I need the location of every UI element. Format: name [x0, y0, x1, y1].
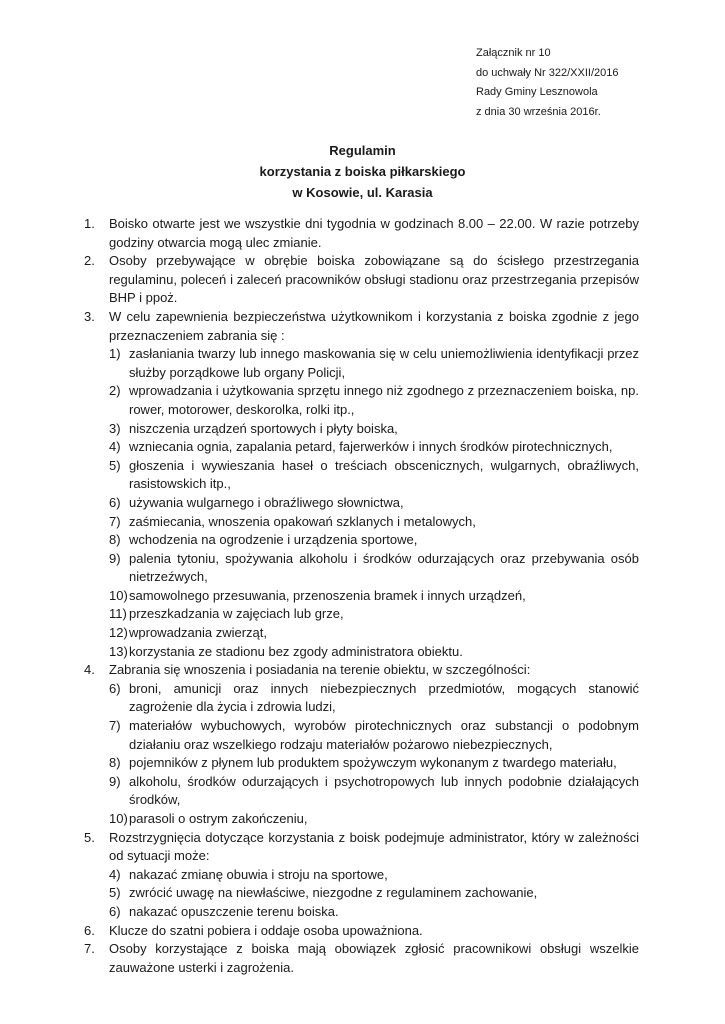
sub-item-number: 9) [109, 773, 121, 789]
sub-item [109, 680, 639, 717]
sub-item [109, 587, 639, 606]
sub-item-number: 8) [109, 755, 121, 771]
sub-item [109, 494, 639, 513]
sub-item-number: 8) [109, 532, 121, 548]
regulation-item [84, 922, 639, 941]
title-line: korzystania z boiska piłkarskiego [259, 164, 466, 179]
attachment-note [476, 44, 618, 122]
item-text: W celu zapewnienia bezpieczeństwa użytkownikom i korzystania z boiska zgodnie z jego przeznaczeniem zabrania się : [109, 308, 639, 343]
sub-item-number: 10) [109, 811, 128, 826]
sub-item-text: wchodzenia na ogrodzenie i urządzenia sportowe, [129, 532, 418, 548]
sub-item [109, 457, 639, 494]
sub-item-text: samowolnego przesuwania, przenoszenia bramek i innych urządzeń, [129, 587, 526, 603]
sub-item [109, 773, 639, 810]
sub-item [109, 643, 639, 662]
sub-item-text: wprowadzania zwierząt, [129, 625, 268, 641]
attachment-line: do uchwały Nr 322/XXII/2016 [476, 66, 619, 79]
attachment-line: z dnia 30 września 2016r. [476, 105, 601, 118]
sub-item-text: pojemników z płynem lub produktem spożywczym wykonanym z twardego materiału, [129, 755, 617, 771]
sub-item [109, 903, 639, 922]
sub-item [109, 810, 639, 829]
sub-item-text: alkoholu, środków odurzających i psychotropowych lub innych podobnie działających środków, [129, 773, 639, 808]
sub-item-text: używania wulgarnego i obraźliwego słownictwa, [129, 494, 404, 510]
item-text: Klucze do szatni pobiera i oddaje osoba upoważniona. [109, 922, 423, 938]
regulation-item [84, 308, 639, 661]
sub-item-number: 2) [109, 383, 121, 399]
sub-item [109, 382, 639, 419]
item-number: 6. [84, 922, 95, 938]
item-text: Osoby przebywające w obrębie boiska zobowiązane są do ścisłego przestrzegania regulaminu, poleceń i zaleceń pracowników obsługi stadionu oraz przestrzegania przepisów BHP i ppoż. [109, 253, 639, 306]
sub-item-number: 4) [109, 439, 121, 455]
sub-item-text: wprowadzania i użytkowania sprzętu innego niż zgodnego z przeznaczeniem boiska, np. rower, motorower, deskorolka, rolki itp., [129, 383, 639, 417]
title-line: Regulamin [329, 143, 396, 158]
sub-list [109, 680, 639, 829]
regulations-list [84, 215, 639, 977]
sub-item [109, 605, 639, 624]
sub-item [109, 438, 639, 457]
sub-item [109, 345, 639, 382]
sub-item-text: głoszenia i wywieszania haseł o treściach obscenicznych, wulgarnych, obraźliwych, rasistowskich itp., [129, 457, 639, 492]
sub-item-text: korzystania ze stadionu bez zgody administratora obiektu. [129, 643, 463, 659]
regulation-item [84, 252, 639, 308]
item-text: Rozstrzygnięcia dotyczące korzystania z boisk podejmuje administrator, który w zależności od sytuacji może: [109, 829, 639, 864]
sub-item-text: niszczenia urządzeń sportowych i płyty boiska, [129, 420, 398, 436]
sub-item-number: 13) [109, 643, 128, 659]
sub-item [109, 866, 639, 885]
regulation-item [84, 940, 639, 977]
sub-item [109, 754, 639, 773]
attachment-line: Załącznik nr 10 [476, 47, 551, 59]
item-text: Zabrania się wnoszenia i posiadania na terenie obiektu, w szczególności: [109, 662, 531, 678]
item-number: 2. [84, 253, 95, 269]
sub-list [109, 866, 639, 922]
sub-item [109, 550, 639, 587]
sub-item-text: nakazać zmianę obuwia i stroju na sportowe, [129, 866, 388, 882]
sub-item-text: zwrócić uwagę na niewłaściwe, niezgodne z regulaminem zachowanie, [129, 885, 538, 901]
sub-item-number: 11) [109, 606, 127, 622]
sub-item-number: 7) [109, 718, 121, 734]
title-line: w Kosowie, ul. Karasia [292, 185, 433, 200]
sub-item-text: materiałów wybuchowych, wyrobów pirotechnicznych oraz substancji o podobnym działaniu oraz wszelkiego rodzaju materiałów pożarowo niebezpiecznych, [129, 718, 639, 752]
sub-item-text: wzniecania ognia, zapalania petard, fajerwerków i innych środków pirotechnicznych, [129, 439, 613, 455]
sub-item-text: nakazać opuszczenie terenu boiska. [129, 903, 339, 919]
item-number: 5. [84, 829, 95, 845]
sub-item-text: zaśmiecania, wnoszenia opakowań szklanych i metalowych, [129, 513, 476, 529]
sub-item [109, 513, 639, 532]
attachment-line: Rady Gminy Lesznowola [476, 86, 598, 98]
sub-item-text: parasoli o ostrym zakończeniu, [129, 811, 308, 826]
item-number: 7. [84, 941, 95, 957]
regulation-item [84, 215, 639, 252]
document-title [0, 140, 725, 203]
sub-item-number: 3) [109, 420, 121, 436]
sub-item [109, 420, 639, 439]
sub-item-text: palenia tytoniu, spożywania alkoholu i środków odurzających oraz przebywania osób nietrzeźwych, [129, 550, 639, 585]
sub-list [109, 345, 639, 661]
sub-item-number: 10) [109, 587, 128, 603]
sub-item [109, 531, 639, 550]
item-text: Osoby korzystające z boiska mają obowiązek zgłosić pracownikowi obsługi wszelkie zauważone usterki i zagrożenia. [109, 941, 639, 975]
regulation-item [84, 661, 639, 828]
sub-item-number: 5) [109, 885, 121, 901]
item-number: 1. [84, 216, 95, 231]
sub-item-text: broni, amunicji oraz innych niebezpiecznych przedmiotów, mogących stanowić zagrożenie dla życia i zdrowia ludzi, [129, 680, 639, 715]
regulation-item [84, 829, 639, 922]
sub-item-number: 6) [109, 680, 121, 696]
item-number: 3. [84, 308, 95, 324]
item-text: Boisko otwarte jest we wszystkie dni tygodnia w godzinach 8.00 – 22.00. W razie potrzeby godziny otwarcia mogą ulec zmianie. [109, 216, 639, 250]
sub-item-number: 9) [109, 550, 121, 566]
sub-item-number: 5) [109, 457, 121, 473]
sub-item-number: 7) [109, 513, 121, 529]
sub-item-number: 1) [109, 346, 121, 362]
sub-item-text: zasłaniania twarzy lub innego maskowania się w celu uniemożliwienia identyfikacji przez służby porządkowe lub organy Policji, [129, 346, 639, 380]
sub-item [109, 717, 639, 754]
sub-item-number: 6) [109, 494, 121, 510]
sub-item-number: 6) [109, 903, 121, 919]
sub-item-number: 12) [109, 625, 128, 641]
item-number: 4. [84, 662, 95, 678]
sub-item-number: 4) [109, 866, 121, 882]
sub-item [109, 884, 639, 903]
sub-item [109, 624, 639, 643]
sub-item-text: przeszkadzania w zajęciach lub grze, [129, 606, 344, 622]
